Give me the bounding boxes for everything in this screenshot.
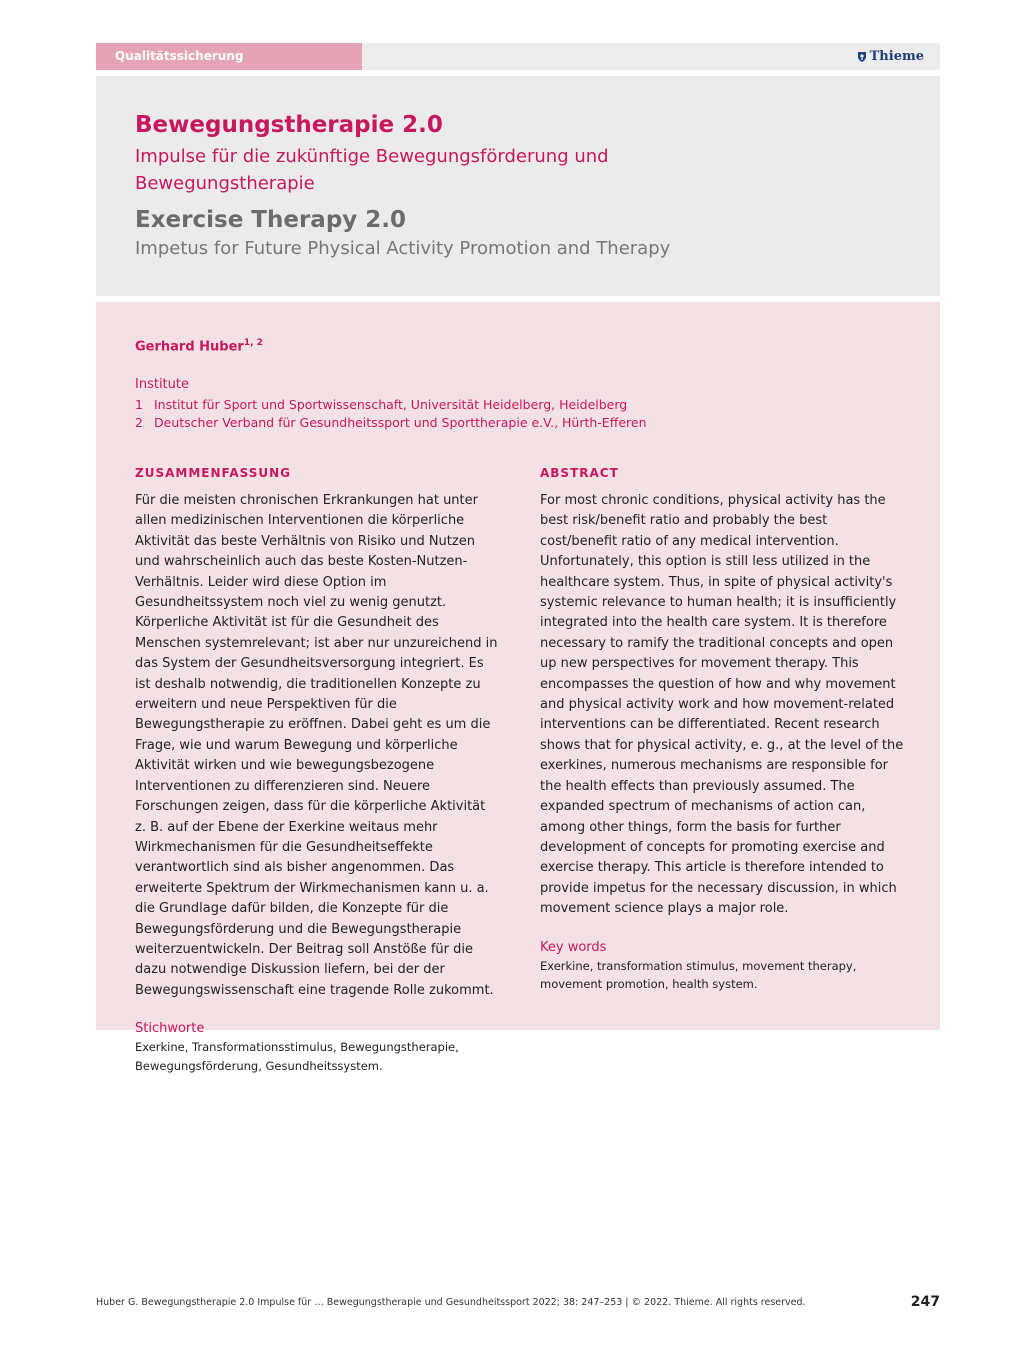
keywords-heading: Key words bbox=[540, 939, 607, 955]
stichworte-heading: Stichworte bbox=[135, 1021, 205, 1037]
german-subtitle: Impulse für die zukünftige Bewegungsförderung und Bewegungstherapie bbox=[135, 146, 609, 194]
institute-text: Deutscher Verband für Gesundheitssport und Sporttherapie e.V., Hürth-Efferen bbox=[154, 415, 647, 430]
author-line bbox=[135, 338, 263, 354]
institutes-list bbox=[135, 396, 647, 432]
institute-item bbox=[135, 414, 647, 432]
title-panel bbox=[96, 76, 940, 296]
author-name: Gerhard Huber bbox=[135, 339, 244, 355]
header-bar bbox=[96, 43, 940, 70]
author-affiliation-marks: 1, 2 bbox=[243, 338, 263, 348]
abstract-heading: ABSTRACT bbox=[540, 466, 619, 480]
publisher-logo bbox=[857, 43, 924, 70]
footer-citation: Huber G. Bewegungstherapie 2.0 Impulse für … Bewegungstherapie und Gesundheitssport 2022; 38: 247–253 | © 2022. Thieme. All rights reserved. bbox=[96, 1297, 806, 1308]
german-abstract-column bbox=[135, 466, 499, 1075]
zusammenfassung-heading: ZUSAMMENFASSUNG bbox=[135, 466, 291, 480]
abstract-text: For most chronic conditions, physical activity has the best risk/benefit ratio and probably the best cost/benefit ratio of any medical intervention. Unfortunately, this option is still less utilized in the healthcare system. Thus, in spite of physical activity's systemic relevance to human health; it is insufficiently integrated into the health care system. It is therefore necessary to ramify the traditional concepts and open up new perspectives for movement therapy. This encompasses the question of how and why movement and physical activity work and how movement-related interventions can be differentiated. Recent research shows that for physical activity, e. g., at the level of the exerkines, numerous mechanisms are responsible for the health effects than previously assumed. The expanded spectrum of mechanisms of action can, among other things, form the basis for further development of concepts for promoting exercise and exercise therapy. This article is therefore intended to provide impetus for the necessary discussion, in which movement science plays a major role. bbox=[540, 493, 904, 917]
institutes-heading: Institute bbox=[135, 377, 189, 392]
institute-number: 1 bbox=[135, 397, 143, 412]
section-tag: Qualitätssicherung bbox=[96, 43, 362, 70]
english-abstract-column bbox=[540, 466, 904, 994]
institute-text: Institut für Sport und Sportwissenschaft, Universität Heidelberg, Heidelberg bbox=[154, 397, 628, 412]
german-title: Bewegungstherapie 2.0 bbox=[135, 112, 443, 138]
keywords-text: Exerkine, transformation stimulus, movement therapy, movement promotion, health system. bbox=[540, 958, 857, 992]
stichworte-text: Exerkine, Transformationsstimulus, Bewegungstherapie, Bewegungsförderung, Gesundheitssystem. bbox=[135, 1040, 459, 1073]
thieme-crest-icon bbox=[857, 51, 867, 63]
english-subtitle: Impetus for Future Physical Activity Promotion and Therapy bbox=[135, 238, 671, 259]
institute-number: 2 bbox=[135, 415, 143, 430]
publisher-name: Thieme bbox=[869, 49, 924, 64]
abstract-panel bbox=[96, 302, 940, 1073]
english-title: Exercise Therapy 2.0 bbox=[135, 207, 407, 233]
page-number: 247 bbox=[910, 1294, 940, 1310]
institute-item bbox=[135, 396, 647, 414]
zusammenfassung-text: Für die meisten chronischen Erkrankungen hat unter allen medizinischen Interventionen die körperliche Aktivität das beste Verhältnis von Risiko und Nutzen und wahrscheinlich auch das beste Kosten-Nutzen-Verhältnis. Leider wird diese Option im Gesundheitssystem noch viel zu wenig genutzt. Körperliche Aktivität ist für die Gesundheit des Menschen systemrelevant; ist aber nur unzureichend in das System der Gesundheitsversorgung integriert. Es ist deshalb notwendig, die traditionellen Konzepte zu erweitern und neue Perspektiven für die Bewegungstherapie zu eröffnen. Dabei geht es um die Frage, wie und warum Bewegung und körperliche Aktivität wirken und wie bewegungsbezogene Interventionen zu differenzieren sind. Neuere Forschungen zeigen, dass für die körperliche Aktivität z. B. auf der Ebene der Exerkine weitaus mehr Wirkmechanismen für die Gesundheitseffekte verantwortlich sind als bisher angenommen. Das erweiterte Spektrum der Wirkmechanismen kann u. a. die Grundlage dafür bilden, die Konzepte für die Bewegungsförderung und die Bewegungstherapie weiterzuentwickeln. Der Beitrag soll Anstöße für die dazu notwendige Diskussion liefern, bei der der Bewegungswissenschaft eine tragende Rolle zukommt. bbox=[135, 493, 498, 998]
